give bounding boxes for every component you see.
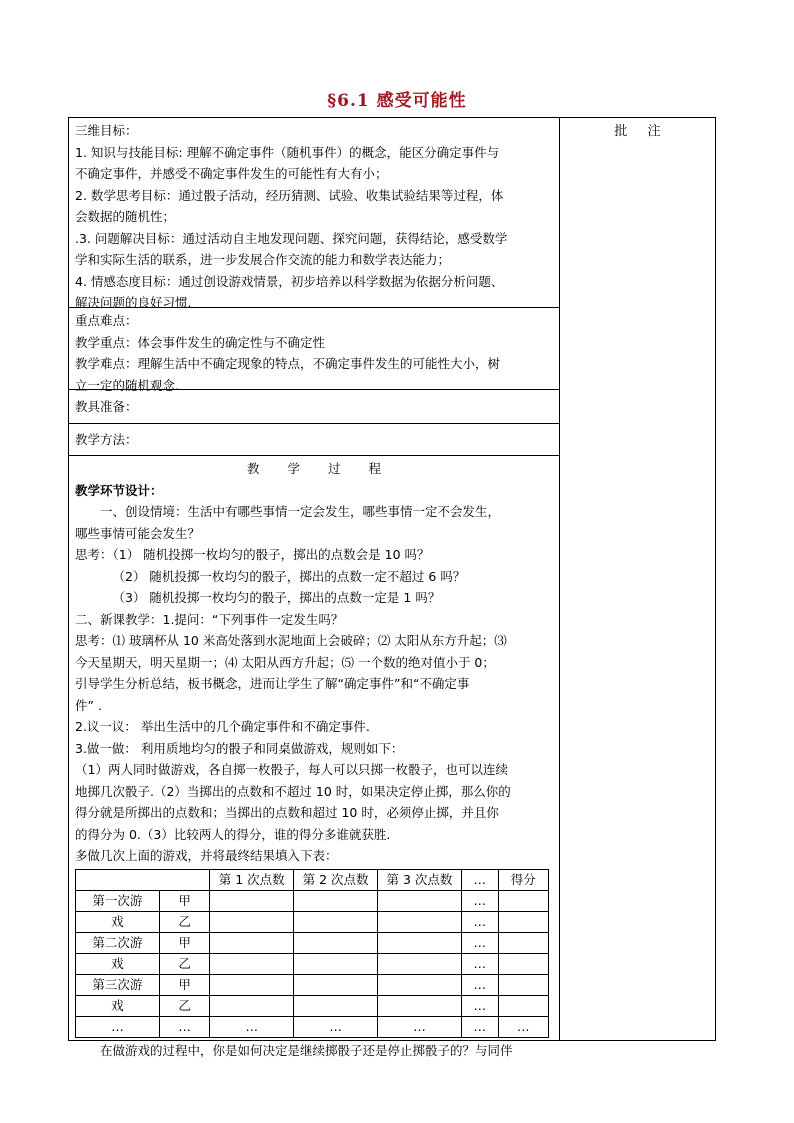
round-label: 第一次游	[76, 890, 160, 911]
score-cell[interactable]	[210, 974, 294, 995]
ellipsis-cell: …	[210, 1016, 294, 1037]
process-line: （1）两人同时做游戏，各自掷一枚骰子，每人可以只掷一枚骰子，也可以连续	[75, 762, 508, 777]
process-line: 思考：（1） 随机投掷一枚均匀的骰子，掷出的点数会是 10 吗？	[75, 547, 430, 562]
ellipsis-cell: …	[461, 974, 498, 995]
table-header: 得分	[498, 869, 548, 890]
tools-section	[69, 390, 559, 424]
objectives-section	[69, 118, 559, 308]
table-row	[76, 995, 549, 1016]
table-row	[76, 890, 549, 911]
process-line: 2.议一议： 举出生活中的几个确定事件和不确定事件.	[75, 719, 370, 734]
key-points-line: 立一定的随机观念.	[75, 377, 179, 393]
table-row	[76, 974, 549, 995]
ellipsis-cell: …	[378, 1016, 462, 1037]
process-line: 一、创设情境：生活中有哪些事情一定会发生，哪些事情一定不会发生，	[100, 504, 501, 519]
objectives-line: 不确定事件，并感受不确定事件发生的可能性有大有小；	[75, 166, 388, 181]
score-cell[interactable]	[294, 890, 378, 911]
objectives-line: 解决问题的良好习惯.	[75, 295, 192, 310]
score-cell[interactable]	[294, 911, 378, 932]
total-cell[interactable]	[498, 890, 548, 911]
score-cell[interactable]	[210, 995, 294, 1016]
round-label: 戏	[76, 953, 160, 974]
objectives-line: 1. 知识与技能目标: 理解不确定事件（随机事件）的概念，能区分确定事件与	[75, 144, 500, 160]
process-line: 件” .	[75, 697, 102, 713]
process-line: 地掷几次骰子.（2）当掷出的点数和不超过 10 时，如果决定停止掷，那么你的	[75, 783, 511, 799]
objectives-line: 学和实际生活的联系，进一步发展合作交流的能力和数学表达能力；	[75, 252, 451, 267]
ellipsis-cell: …	[461, 890, 498, 911]
key-points-line: 教学难点：理解生活中不确定现象的特点，不确定事件发生的可能性大小，树	[75, 356, 501, 371]
table-header: 第 2 次点数	[294, 869, 378, 890]
objectives-heading: 三维目标：	[75, 123, 138, 138]
score-cell[interactable]	[294, 995, 378, 1016]
process-line: 得分就是所掷出的点数和；当掷出的点数和超过 10 时，必须停止掷，并且你	[75, 805, 499, 820]
ellipsis-cell: …	[76, 1016, 160, 1037]
design-label: 教学环节设计：	[75, 482, 163, 498]
score-cell[interactable]	[378, 953, 462, 974]
objectives-line: .3. 问题解决目标：通过活动自主地发现问题、探究问题，获得结论，感受数学	[75, 230, 508, 246]
process-line: 的得分为 0.（3）比较两人的得分，谁的得分多谁就获胜.	[75, 826, 391, 842]
score-cell[interactable]	[294, 932, 378, 953]
table-row	[76, 1016, 549, 1037]
process-heading: 教 学 过 程	[246, 461, 382, 476]
process-line: 在做游戏的过程中，你是如何决定是继续掷骰子还是停止掷骰子的？与同伴	[100, 1042, 513, 1058]
key-points-line: 教学重点：体会事件发生的确定性与不确定性	[75, 334, 326, 350]
player-label: 甲	[159, 974, 209, 995]
method-section	[69, 424, 559, 456]
round-label: 第三次游	[76, 974, 160, 995]
score-cell[interactable]	[378, 911, 462, 932]
process-section	[69, 456, 559, 1058]
table-row	[76, 911, 549, 932]
tools-label: 教具准备：	[75, 399, 138, 414]
key-points-section	[69, 308, 559, 393]
score-cell[interactable]	[378, 932, 462, 953]
ellipsis-cell: …	[461, 995, 498, 1016]
ellipsis-cell: …	[461, 953, 498, 974]
score-cell[interactable]	[210, 932, 294, 953]
score-cell[interactable]	[210, 890, 294, 911]
table-header-row	[76, 869, 549, 890]
table-header: 第 1 次点数	[210, 869, 294, 890]
column-divider	[559, 118, 560, 1040]
score-cell[interactable]	[378, 890, 462, 911]
score-cell[interactable]	[378, 995, 462, 1016]
table-row	[76, 932, 549, 953]
round-label: 戏	[76, 911, 160, 932]
game-score-table	[75, 869, 549, 1038]
total-cell[interactable]	[498, 932, 548, 953]
table-header: 第 3 次点数	[378, 869, 462, 890]
lesson-plan-table	[68, 117, 716, 1058]
total-cell[interactable]	[498, 911, 548, 932]
process-line: 3.做一做： 利用质地均匀的骰子和同桌做游戏，规则如下：	[75, 740, 404, 756]
process-line: 多做几次上面的游戏，并将最终结果填入下表：	[75, 848, 338, 863]
player-label: 乙	[159, 995, 209, 1016]
ellipsis-cell: …	[498, 1016, 548, 1037]
total-cell[interactable]	[498, 953, 548, 974]
score-cell[interactable]	[210, 911, 294, 932]
ellipsis-cell: …	[461, 911, 498, 932]
round-label: 戏	[76, 995, 160, 1016]
total-cell[interactable]	[498, 995, 548, 1016]
player-label: 甲	[159, 890, 209, 911]
ellipsis-cell: …	[461, 932, 498, 953]
objectives-line: 4. 情感态度目标：通过创设游戏情景，初步培养以科学数据为依据分析问题、	[75, 273, 504, 289]
process-line: 引导学生分析总结，板书概念，进而让学生了解“确定事件”和“不确定事	[75, 676, 470, 691]
table-corner-cell	[76, 869, 210, 890]
round-label: 第二次游	[76, 932, 160, 953]
total-cell[interactable]	[498, 974, 548, 995]
page-title: §6.1 感受可能性	[327, 91, 467, 111]
process-line: （3） 随机投掷一枚均匀的骰子，掷出的点数一定是 1 吗？	[112, 590, 441, 605]
process-line: 思考：⑴ 玻璃杯从 10 米高处落到水泥地面上会破碎；⑵ 太阳从东方升起；⑶	[75, 633, 507, 648]
objectives-line: 2. 数学思考目标：通过骰子活动，经历猜测、试验、收集试验结果等过程，体	[75, 187, 504, 203]
player-label: 乙	[159, 911, 209, 932]
key-points-heading: 重点难点：	[75, 313, 138, 328]
objectives-line: 会数据的随机性；	[75, 209, 176, 224]
process-line: 二、新课教学：1.提问：“下列事件一定发生吗？	[75, 611, 344, 627]
ellipsis-cell: …	[294, 1016, 378, 1037]
table-header: …	[461, 869, 498, 890]
ellipsis-cell: …	[461, 1016, 498, 1037]
score-cell[interactable]	[378, 974, 462, 995]
method-label: 教学方法：	[75, 432, 138, 447]
score-cell[interactable]	[210, 953, 294, 974]
process-line: 哪些事情可能会发生？	[75, 525, 201, 541]
ellipsis-cell: …	[159, 1016, 209, 1037]
table-row	[76, 953, 549, 974]
process-line: （2） 随机投掷一枚均匀的骰子，掷出的点数一定不超过 6 吗？	[112, 568, 466, 584]
process-line: 今天星期天，明天星期一；⑷ 太阳从西方升起；⑸ 一个数的绝对值小于 0；	[75, 654, 495, 670]
player-label: 乙	[159, 953, 209, 974]
player-label: 甲	[159, 932, 209, 953]
score-cell[interactable]	[294, 953, 378, 974]
notes-column-header: 批 注	[614, 124, 662, 139]
score-cell[interactable]	[294, 974, 378, 995]
